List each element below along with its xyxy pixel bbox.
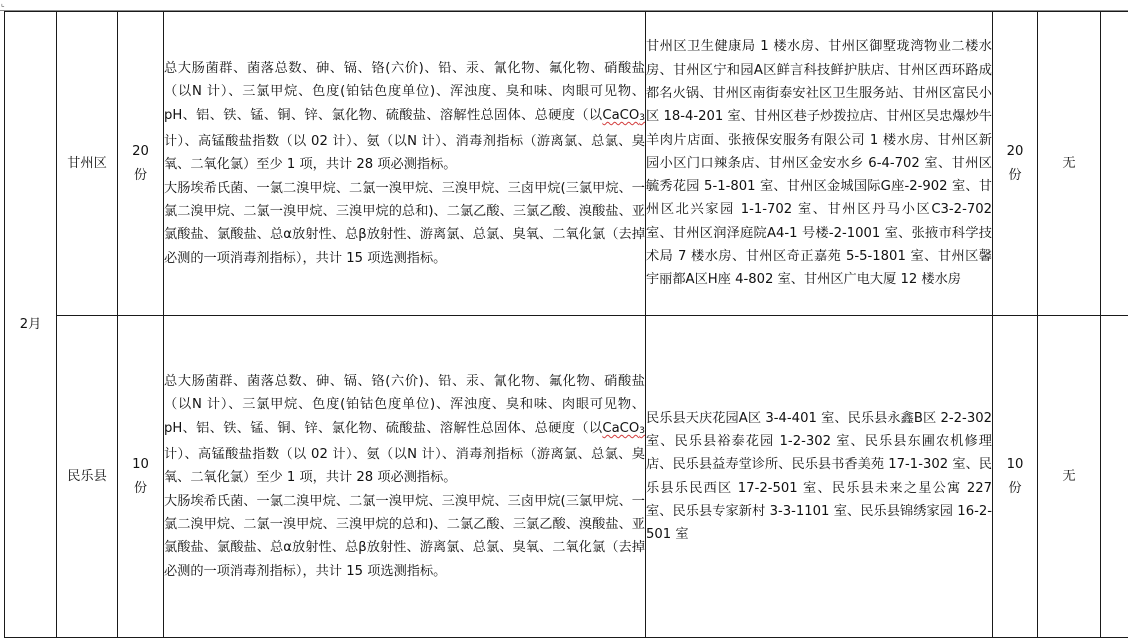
sample-count-cell	[118, 316, 164, 638]
address-count: 20	[1006, 144, 1024, 160]
remark-text: 无	[1062, 155, 1076, 171]
test-items-cell	[164, 12, 646, 316]
remark-cell	[1038, 12, 1101, 316]
caco3-subscript: 3	[639, 425, 645, 436]
sample-unit: 份	[133, 480, 148, 496]
must-test-items	[164, 57, 645, 176]
caco3-formula	[602, 108, 645, 123]
county-name: 民乐县	[67, 468, 107, 484]
optional-test-items: 大肠埃希氏菌、一氯二溴甲烷、二氯一溴甲烷、三溴甲烷、三卤甲烷(三氯甲烷、一氯二溴甲烷、二氯一溴甲烷、三溴甲烷的总和)、二氯乙酸、三氯乙酸、溴酸盐、亚氯酸盐、氯酸盐、总α放射性、总β放射性、游离氯、总氯、臭氧、二氧化氯（去掉必测的一项消毒剂指标），共计 15 项选测指标。	[164, 493, 645, 579]
sampling-addresses-cell	[646, 316, 993, 638]
must-items-suffix: 计）、高锰酸盐指数（以 02 计）、氨（以N 计）、消毒剂指标（游离氯、总氯、臭氧、二氧化氯）至少 1 项，共计 28 项必测指标。	[164, 134, 645, 173]
address-count: 10	[1006, 457, 1024, 473]
address-unit: 份	[1008, 167, 1022, 183]
sample-count-cell	[118, 12, 164, 316]
caco3-text: CaCO	[602, 107, 640, 123]
trailing-cell	[1101, 12, 1128, 316]
must-test-items	[164, 370, 645, 489]
address-count-cell	[993, 12, 1038, 316]
remark-text: 无	[1062, 468, 1076, 484]
caco3-text: CaCO	[602, 420, 640, 436]
remark-cell	[1038, 316, 1101, 638]
caco3-formula	[602, 421, 645, 436]
optional-test-items: 大肠埃希氏菌、一氯二溴甲烷、二氯一溴甲烷、三溴甲烷、三卤甲烷(三氯甲烷、一氯二溴甲烷、二氯一溴甲烷、三溴甲烷的总和)、二氯乙酸、三氯乙酸、溴酸盐、亚氯酸盐、氯酸盐、总α放射性、总β放射性、游离氯、总氯、臭氧、二氧化氯（去掉必测的一项消毒剂指标），共计 15 项选测指标。	[164, 180, 645, 266]
must-items-prefix: 总大肠菌群、菌落总数、砷、镉、铬(六价)、铅、汞、氰化物、氟化物、硝酸盐（以N 计）、三氯甲烷、色度(铂钴色度单位)、浑浊度、臭和味、肉眼可见物、pH、铝、铁、锰、铜、锌、氯化物、硫酸盐、溶解性总固体、总硬度（以	[164, 61, 645, 123]
caco3-subscript: 3	[639, 112, 645, 123]
corner-crop-mark: ⌞	[1, 0, 5, 8]
sampling-addresses: 民乐县天庆花园A区 3-4-401 室、民乐县永鑫B区 2-2-302 室、民乐县裕泰花园 1-2-302 室、民乐县东圃农机修理店、民乐县益寿堂诊所、民乐县书香美苑 17-1-302 室、民乐县乐民西区 17-2-501 室、民乐县未来之星公寓 227 室、民乐县专家新村 3-3-1101 室、民乐县锦绣家园 16-2-501 室	[646, 410, 992, 543]
month-label: 2月	[19, 316, 42, 332]
sample-unit: 份	[133, 167, 148, 183]
must-items-suffix: 计）、高锰酸盐指数（以 02 计）、氨（以N 计）、消毒剂指标（游离氯、总氯、臭氧、二氧化氯）至少 1 项，共计 28 项必测指标。	[164, 447, 645, 486]
county-cell	[57, 12, 118, 316]
sampling-plan-table	[4, 11, 1128, 638]
county-cell	[57, 316, 118, 638]
county-name: 甘州区	[67, 155, 107, 171]
table-row	[5, 316, 1128, 638]
address-count-cell	[993, 316, 1038, 638]
test-items-cell	[164, 316, 646, 638]
sampling-addresses-cell	[646, 12, 993, 316]
trailing-cell	[1101, 316, 1128, 638]
sample-count: 10	[132, 457, 149, 473]
table-row	[5, 12, 1128, 316]
sampling-addresses: 甘州区卫生健康局 1 楼水房、甘州区御墅珑湾物业二楼水房、甘州区宁和园A区鲜言科技鲜护肤店、甘州区西环路成都名火锅、甘州区南街泰安社区卫生服务站、甘州区富民小区 18-4-201 室、甘州区巷子炒拨拉店、甘州区吴忠爆炒牛羊肉片店面、张掖保安服务有限公司 1 楼水房、甘州区新园小区门口辣条店、甘州区金安水乡 6-4-702 室、甘州区毓秀花园 5-1-801 室、甘州区金城国际G座-2-902 室、甘州区北兴家园 1-1-702 室、甘州区丹马小区C3-2-702 室、甘州区润泽庭院A4-1 号楼-2-1001 室、张掖市科学技术局 7 楼水房、甘州区奇正嘉苑 5-5-1801 室、甘州区馨宇丽都A区H座 4-802 室、甘州区广电大厦 12 楼水房	[646, 39, 992, 288]
month-cell	[5, 12, 57, 638]
sample-count: 20	[132, 144, 149, 160]
must-items-prefix: 总大肠菌群、菌落总数、砷、镉、铬(六价)、铅、汞、氰化物、氟化物、硝酸盐（以N 计）、三氯甲烷、色度(铂钴色度单位)、浑浊度、臭和味、肉眼可见物、pH、铝、铁、锰、铜、锌、氯化物、硫酸盐、溶解性总固体、总硬度（以	[164, 374, 645, 436]
previous-row-border	[0, 0, 1128, 11]
address-unit: 份	[1008, 480, 1022, 496]
